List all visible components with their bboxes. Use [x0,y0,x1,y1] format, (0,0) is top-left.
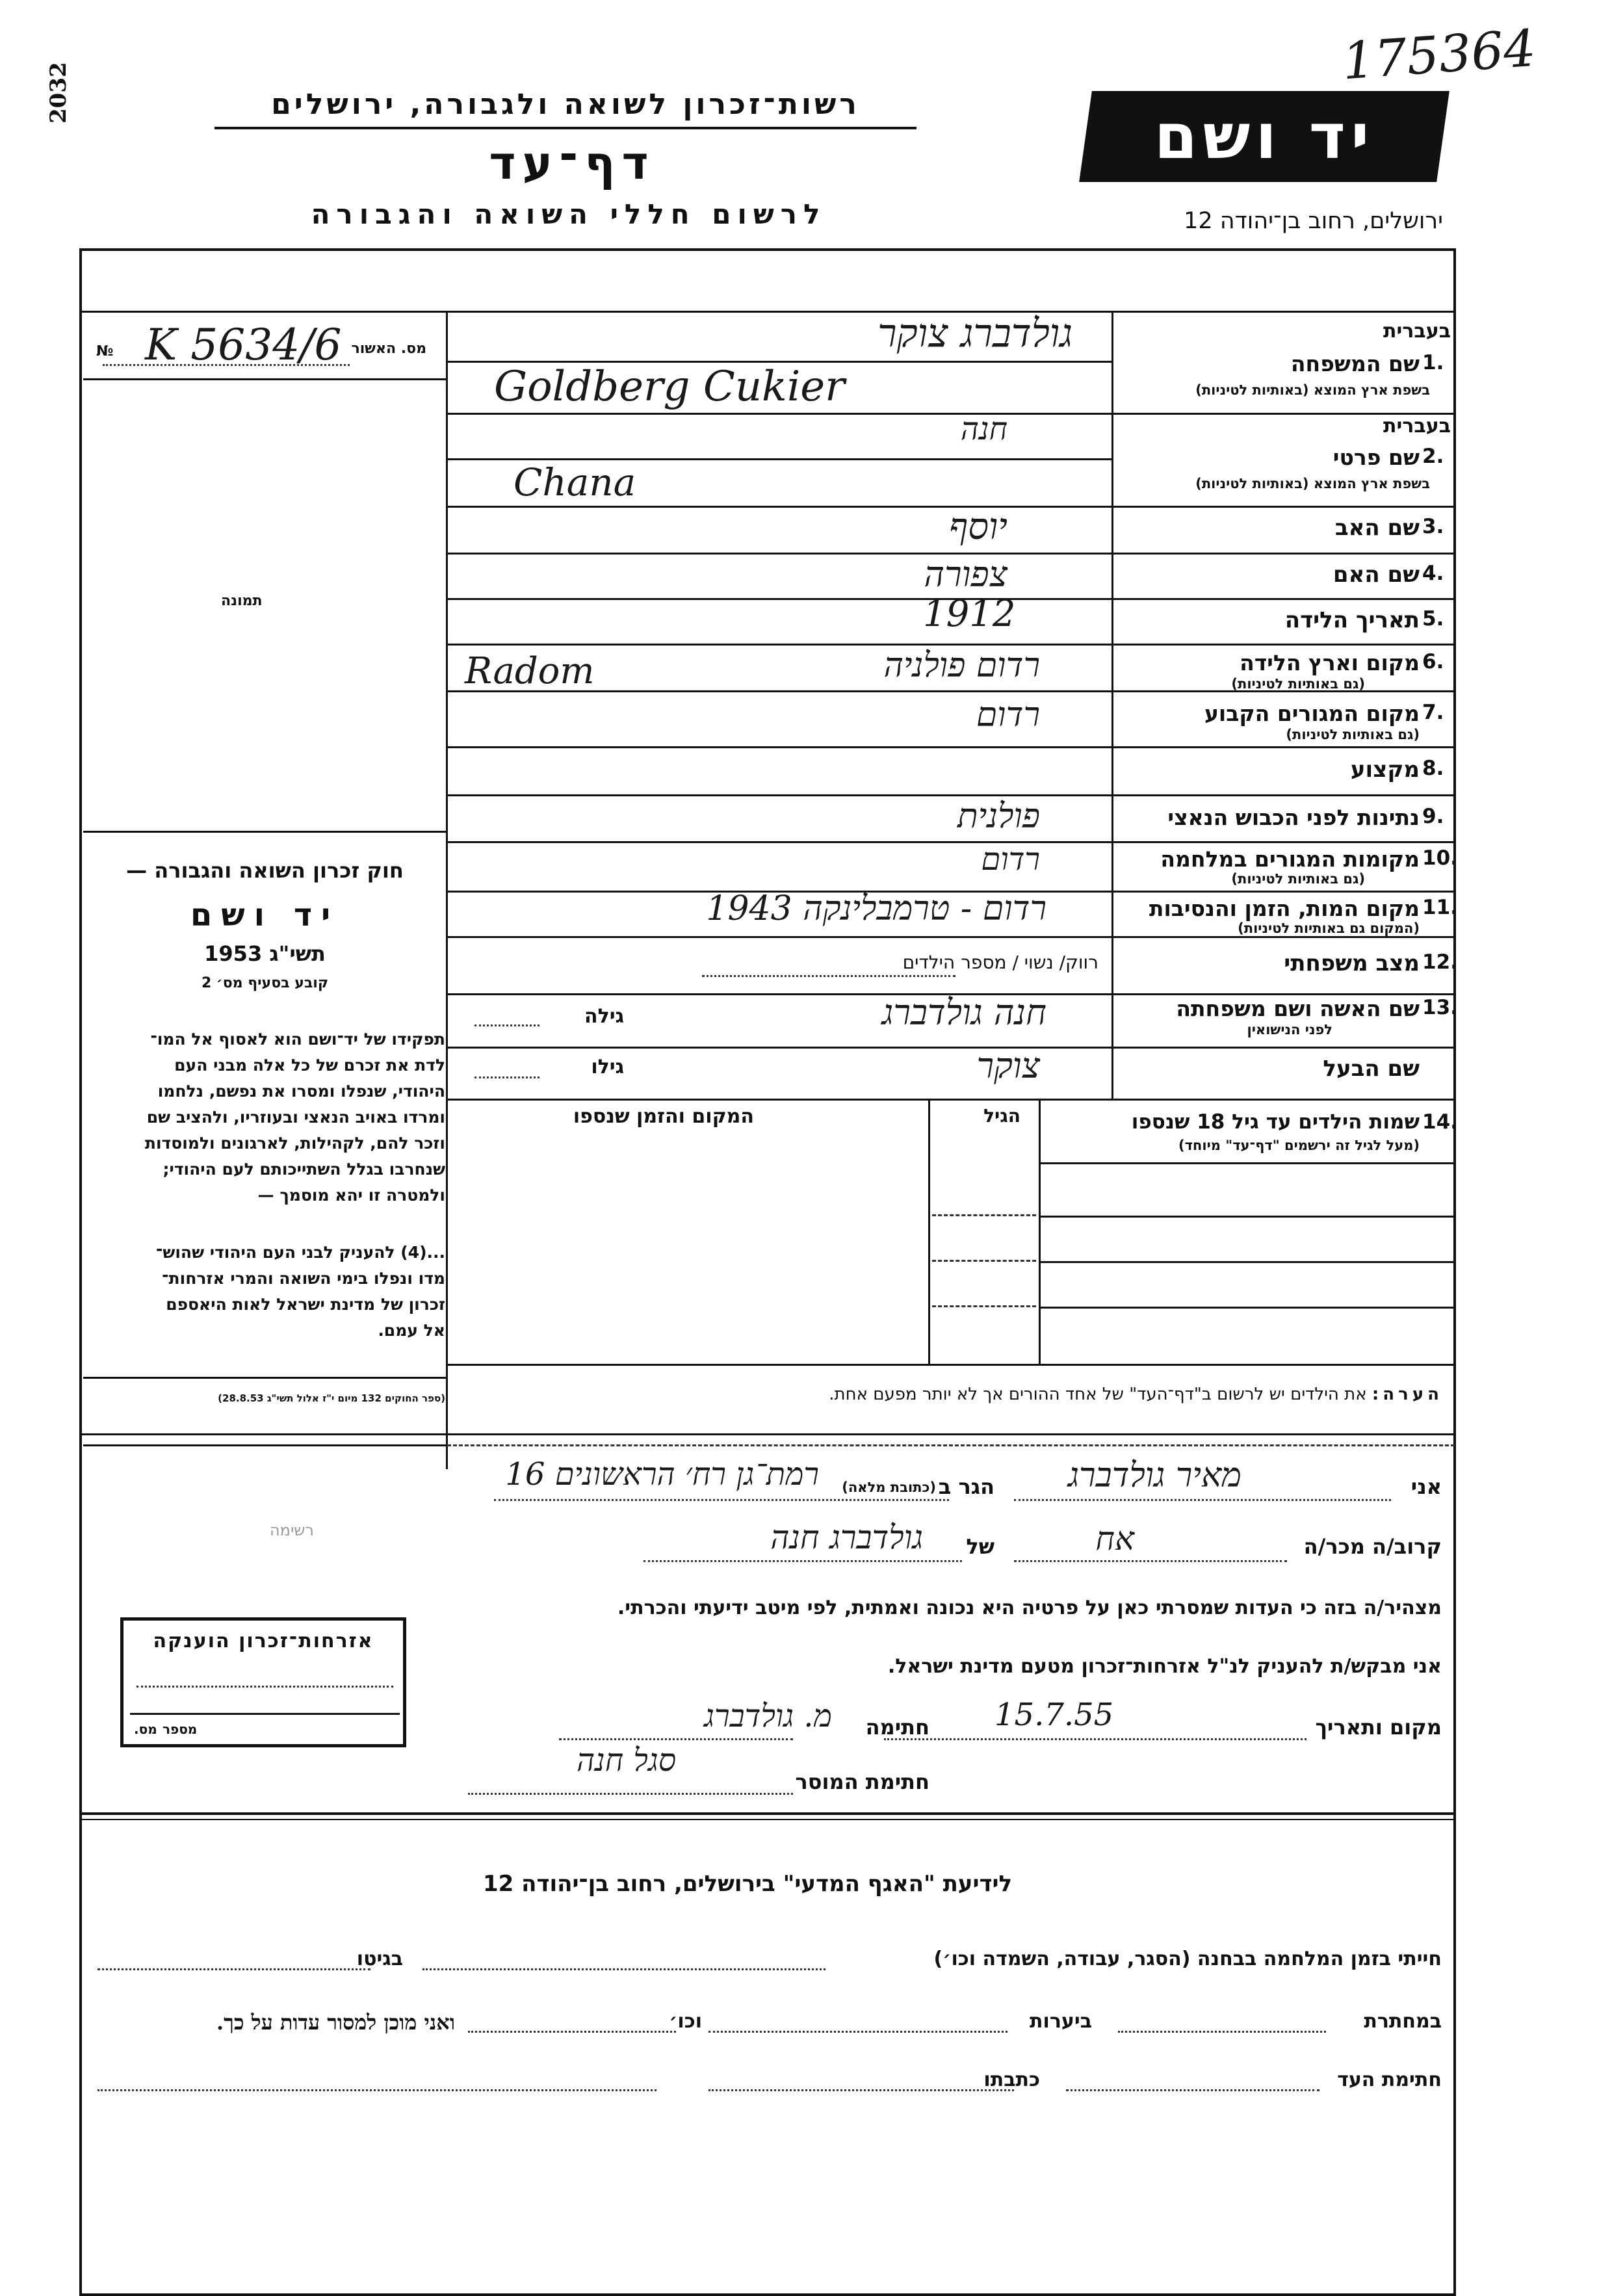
value-nationality: פולנית [957,797,1040,836]
law-body-line: וזכר להם, לקהילות, לארגונים ולמוסדות [144,1134,445,1153]
reg-label: מס. האשור [351,341,426,357]
issuer-label: חתימת המוסר [795,1769,930,1794]
value-birth-place-latin: Radom [465,650,595,692]
children-col-place: המקום והזמן שנספו [573,1105,754,1128]
bottom-line3-dots-3 [98,2089,656,2091]
field-label-father-name: שם האב [1334,515,1420,541]
field-sublabel: (גם באותיות לטיניות) [1231,676,1365,692]
declarant-i-label: אני [1410,1474,1442,1499]
field-number: 1. [1422,351,1444,374]
faint-stamp-text: רשימה [270,1521,314,1539]
field-number: 3. [1422,515,1444,538]
field-number: 12. [1422,950,1458,974]
reg-value: K 5634/6 [145,320,342,370]
address-line: ירושלים, רחוב בן־יהודה 12 [1184,208,1443,234]
lang-label-hebrew: בעברית [1383,415,1451,437]
children-col-divider [928,1099,930,1365]
yad-vashem-logo [1079,91,1450,182]
field-sublabel: (גם באותיות לטיניות) [1231,871,1365,887]
declarant-name-dots [1014,1499,1391,1501]
citizenship-dots [136,1686,393,1688]
relation-dots [1014,1560,1287,1562]
field-label-wife-name: שם האשה ושם משפחתה [1176,996,1420,1021]
signature-dots [559,1738,793,1740]
relation-label: קרוב/ה מכר/ה [1303,1534,1442,1559]
side-stamp-number: 2032 [46,62,72,124]
field-sublabel: לפני הנישואין [1247,1022,1332,1037]
row-line [447,1099,1455,1101]
form-subtitle: לרשום חללי השואה והגבורה [311,198,827,230]
label-column-border [1112,312,1113,1099]
field-label-nationality: נתינות לפני הכבוש הנאצי [1167,805,1420,830]
authority-line: רשות־זכרון לשואה ולגבורה, ירושלים [271,88,860,121]
marital-dots [702,975,956,977]
field-label-mother-name: שם האם [1332,562,1420,588]
request-text: אני מבקש/ת להעניק לנ"ל אזרחות־זכרון מטעם מדינת ישראל. [887,1655,1442,1678]
law-name: יד ושם [190,897,340,933]
bottom-line3-dots [1066,2089,1320,2091]
reg-no-prefix: № [96,343,114,359]
law-body-line: לדת את זכרם של כל אלה מבני העם [174,1056,445,1075]
law-year: תשי"ג 1953 [204,941,326,966]
law-body-line: ...(4) להעניק לבני העם היהודי שהוש־ [155,1243,445,1262]
photo-label: תמונה [221,593,263,609]
form-title: דף־עד [489,137,655,190]
row-line [447,413,1455,415]
field-sublabel: בשפת ארץ המוצא (באותיות לטיניות) [1195,476,1430,491]
value-residence: רדום [976,696,1040,735]
field-label-family-name: שם המשפחה [1290,351,1420,376]
children-age-dash [932,1260,1036,1262]
bottom-line1-b: בגיטו [356,1948,403,1970]
children-age-dash [932,1214,1036,1216]
bottom-line2-dots-2 [708,2031,1008,2033]
bottom-line2-b: ביערות [1030,2010,1092,2033]
row-line [447,1047,1455,1049]
bottom-line3-b: כתבתו [983,2068,1040,2091]
children-row-line [1039,1307,1455,1309]
field-label-occupation: מקצוע [1350,757,1420,783]
bottom-line3-dots-2 [708,2089,1014,2091]
issuer-value: סגל חנה [577,1742,676,1779]
law-title: חוק זכרון השואה והגבורה — [126,858,404,883]
law-footnote: (ספר החוקים 132 מיום י"ז אלול תשי"ג 28.8.53) [218,1392,445,1404]
children-col-age: הגיל [983,1105,1020,1127]
bottom-line1-a: חייתי בזמן המלחמה בבחנה (הסגר, עבודה, השמדה וכו׳) [933,1948,1442,1970]
citizenship-no-prefix: מס. [134,1721,157,1737]
photo-box-top [83,378,446,380]
of-value: גולדברג חנה [770,1519,923,1556]
field-number: 14. [1422,1110,1458,1134]
relation-value: אח [1095,1520,1134,1558]
children-col-divider [1039,1099,1041,1365]
children-table-note: (מעל לגיל זה ירשמים "דף־עד" מיוחד) [1178,1138,1420,1153]
field-number: 8. [1422,757,1444,780]
wife-age-label: גילה [584,1005,624,1028]
declaration-text: מצהיר/ה בזה כי העדות שמסרתי כאן על פרטיה היא נכונה ואמתית, לפי מיטב ידיעתי והכרתי. [617,1597,1442,1619]
reg-dots [103,364,350,366]
declarant-resides-label: הגר ב [938,1474,994,1499]
bottom-line1-dots-2 [98,1968,370,1970]
field-number: 4. [1422,562,1444,585]
place-date-label: מקום ותאריך [1315,1715,1442,1740]
row-line [447,936,1455,938]
bottom-line2-a: במחתרת [1364,2010,1442,2033]
wife-age-dots [474,1024,540,1026]
field-sublabel: (גם באותיות לטיניות) [1286,727,1420,742]
law-body-line: אל עמם. [378,1321,445,1340]
archive-number: 175364 [1340,19,1538,92]
field-label-marital-status: מצב משפחתי [1284,950,1420,976]
reg-box [83,313,445,378]
children-table-title: שמות הילדים עד גיל 18 שנספו [1131,1110,1420,1134]
row-line [447,644,1455,646]
field-label-birth-place: מקום וארץ הלידה [1240,650,1420,675]
children-age-dash [932,1305,1036,1307]
of-label: של [966,1534,994,1559]
marital-options: רווק/ נשוי / מספר הילדים [902,952,1098,973]
field-label-first-name: שם פרטי [1332,445,1420,470]
field-number: 5. [1422,607,1444,631]
logo-text: יד ושם [1154,100,1375,173]
field-label-birth-date: תאריך הלידה [1284,607,1420,633]
field-number: 13. [1422,996,1458,1019]
bottom-line2-d: ואני מוכן למסור עדות על כך. [216,2010,455,2035]
row-line [447,841,1455,843]
bottom-separator [79,1812,1456,1815]
field-sublabel: בשפת ארץ המוצא (באותיות לטיניות) [1195,382,1430,398]
remark-bottom-line [79,1433,1456,1435]
field-label-death-place: מקום המות, הזמן והנסיבות [1149,896,1420,921]
field-label-residence: מקום המגורים הקבוע [1204,701,1420,726]
remark-dashed-line [447,1444,1455,1446]
law-body-line: היהודי, שנפלו ומסרו את נפשם, נלחמו [157,1082,445,1101]
bottom-line2-dots-3 [468,2031,676,2033]
remark-label: הערה: [1372,1385,1443,1404]
field-number: 6. [1422,650,1444,673]
issuer-dots [468,1793,793,1795]
value-family-name-hebrew: גולדברג צוקר [878,311,1072,356]
law-footnote-line [83,1377,446,1379]
children-row-line [1039,1261,1455,1263]
of-dots [644,1560,962,1562]
row-line [447,746,1455,748]
lang-label-hebrew: בעברית [1383,320,1451,343]
declarant-name: מאיר גולדברג [1067,1456,1242,1495]
bottom-line2-c: וכו׳ [669,2010,702,2033]
children-row-line [1039,1216,1455,1218]
remark-text: את הילדים יש לרשום ב"דף־העד" של אחד ההורים אך לא יותר מפעם אחת. [829,1385,1367,1404]
value-war-residence: רדום [981,841,1040,878]
left-box-bottom [83,1444,446,1446]
citizenship-inner-line [130,1713,400,1715]
law-body-line: ומרדו באויב הנאצי ובעוזריו, ולהציב שם [146,1108,445,1127]
place-date-dots [884,1738,1306,1740]
citizenship-no-label: מספר [162,1721,198,1737]
law-body-line: תפקידו של יד־ושם הוא לאסוף אל המו־ [150,1030,445,1049]
field-label-war-residence: מקומות המגורים במלחמה [1160,846,1420,872]
field-number: 10. [1422,846,1458,870]
value-birth-date: 1912 [923,593,1016,635]
law-body-line: ולמטרה זו יהא מוסמך — [257,1186,445,1205]
law-body-line: זכרון של מדינת ישראל לאות היאספם [166,1295,445,1314]
bottom-title: לידיעת "האגף המדעי" בירושלים, רחוב בן־יהודה 12 [482,1871,1013,1897]
bottom-line2-dots [1118,2031,1326,2033]
declarant-address: רמת־גן רח׳ הראשונים 16 [505,1456,819,1493]
signature-value: מ. גולדברג [704,1698,832,1734]
signature-label: חתימה [865,1715,930,1740]
value-death-place: רדום - טרמבלינקה 1943 [706,889,1046,928]
declarant-address-dots [494,1499,949,1501]
citizenship-title: אזרחות־זכרון הוענקה [153,1630,374,1652]
place-date-value: 15.7.55 [994,1697,1114,1733]
value-husband-name: צוקר [976,1045,1040,1086]
value-birth-place: רדום פולניה [883,646,1040,685]
value-mother-name: צפורה [924,554,1008,595]
value-first-name-hebrew: חנה [960,411,1008,447]
left-box-edge [79,312,81,1469]
children-header-line [1039,1162,1455,1164]
bottom-line1-dots [422,1968,826,1970]
bottom-separator-2 [79,1819,1456,1820]
declarant-address-note: (כתובת מלאה) [842,1480,936,1495]
law-body-line: שנחרבו בגלל השתייכותם לעם היהודי; [162,1160,445,1179]
law-clause: קובע בסעיף מס׳ 2 [201,975,329,991]
field-sublabel: (המקום גם באותיות לטיניות) [1238,920,1420,936]
remark [455,1385,1443,1404]
row-line [447,794,1455,796]
field-label-husband-name: שם הבעל [1323,1056,1420,1082]
value-father-name: יוסף [949,506,1008,548]
value-wife-name: חנה גולדברג [881,992,1046,1033]
law-body-line: מדו ונפלו בימי השואה והמרי אזרחות־ [162,1269,445,1288]
husband-age-label: גילו [591,1056,624,1078]
children-bottom-line [447,1364,1455,1366]
field-number: 7. [1422,701,1444,724]
frame-divider-top [79,311,1456,313]
photo-box-bottom [83,831,446,833]
value-family-name-latin: Goldberg Cukier [494,363,845,411]
bottom-line3-a: חתימת העד [1337,2068,1442,2091]
field-number: 2. [1422,445,1444,468]
husband-age-dots [474,1076,540,1078]
value-first-name-latin: Chana [514,460,636,504]
field-number: 9. [1422,805,1444,828]
citizenship-box [120,1617,406,1747]
authority-underline [214,127,916,129]
field-number: 11. [1422,896,1458,919]
